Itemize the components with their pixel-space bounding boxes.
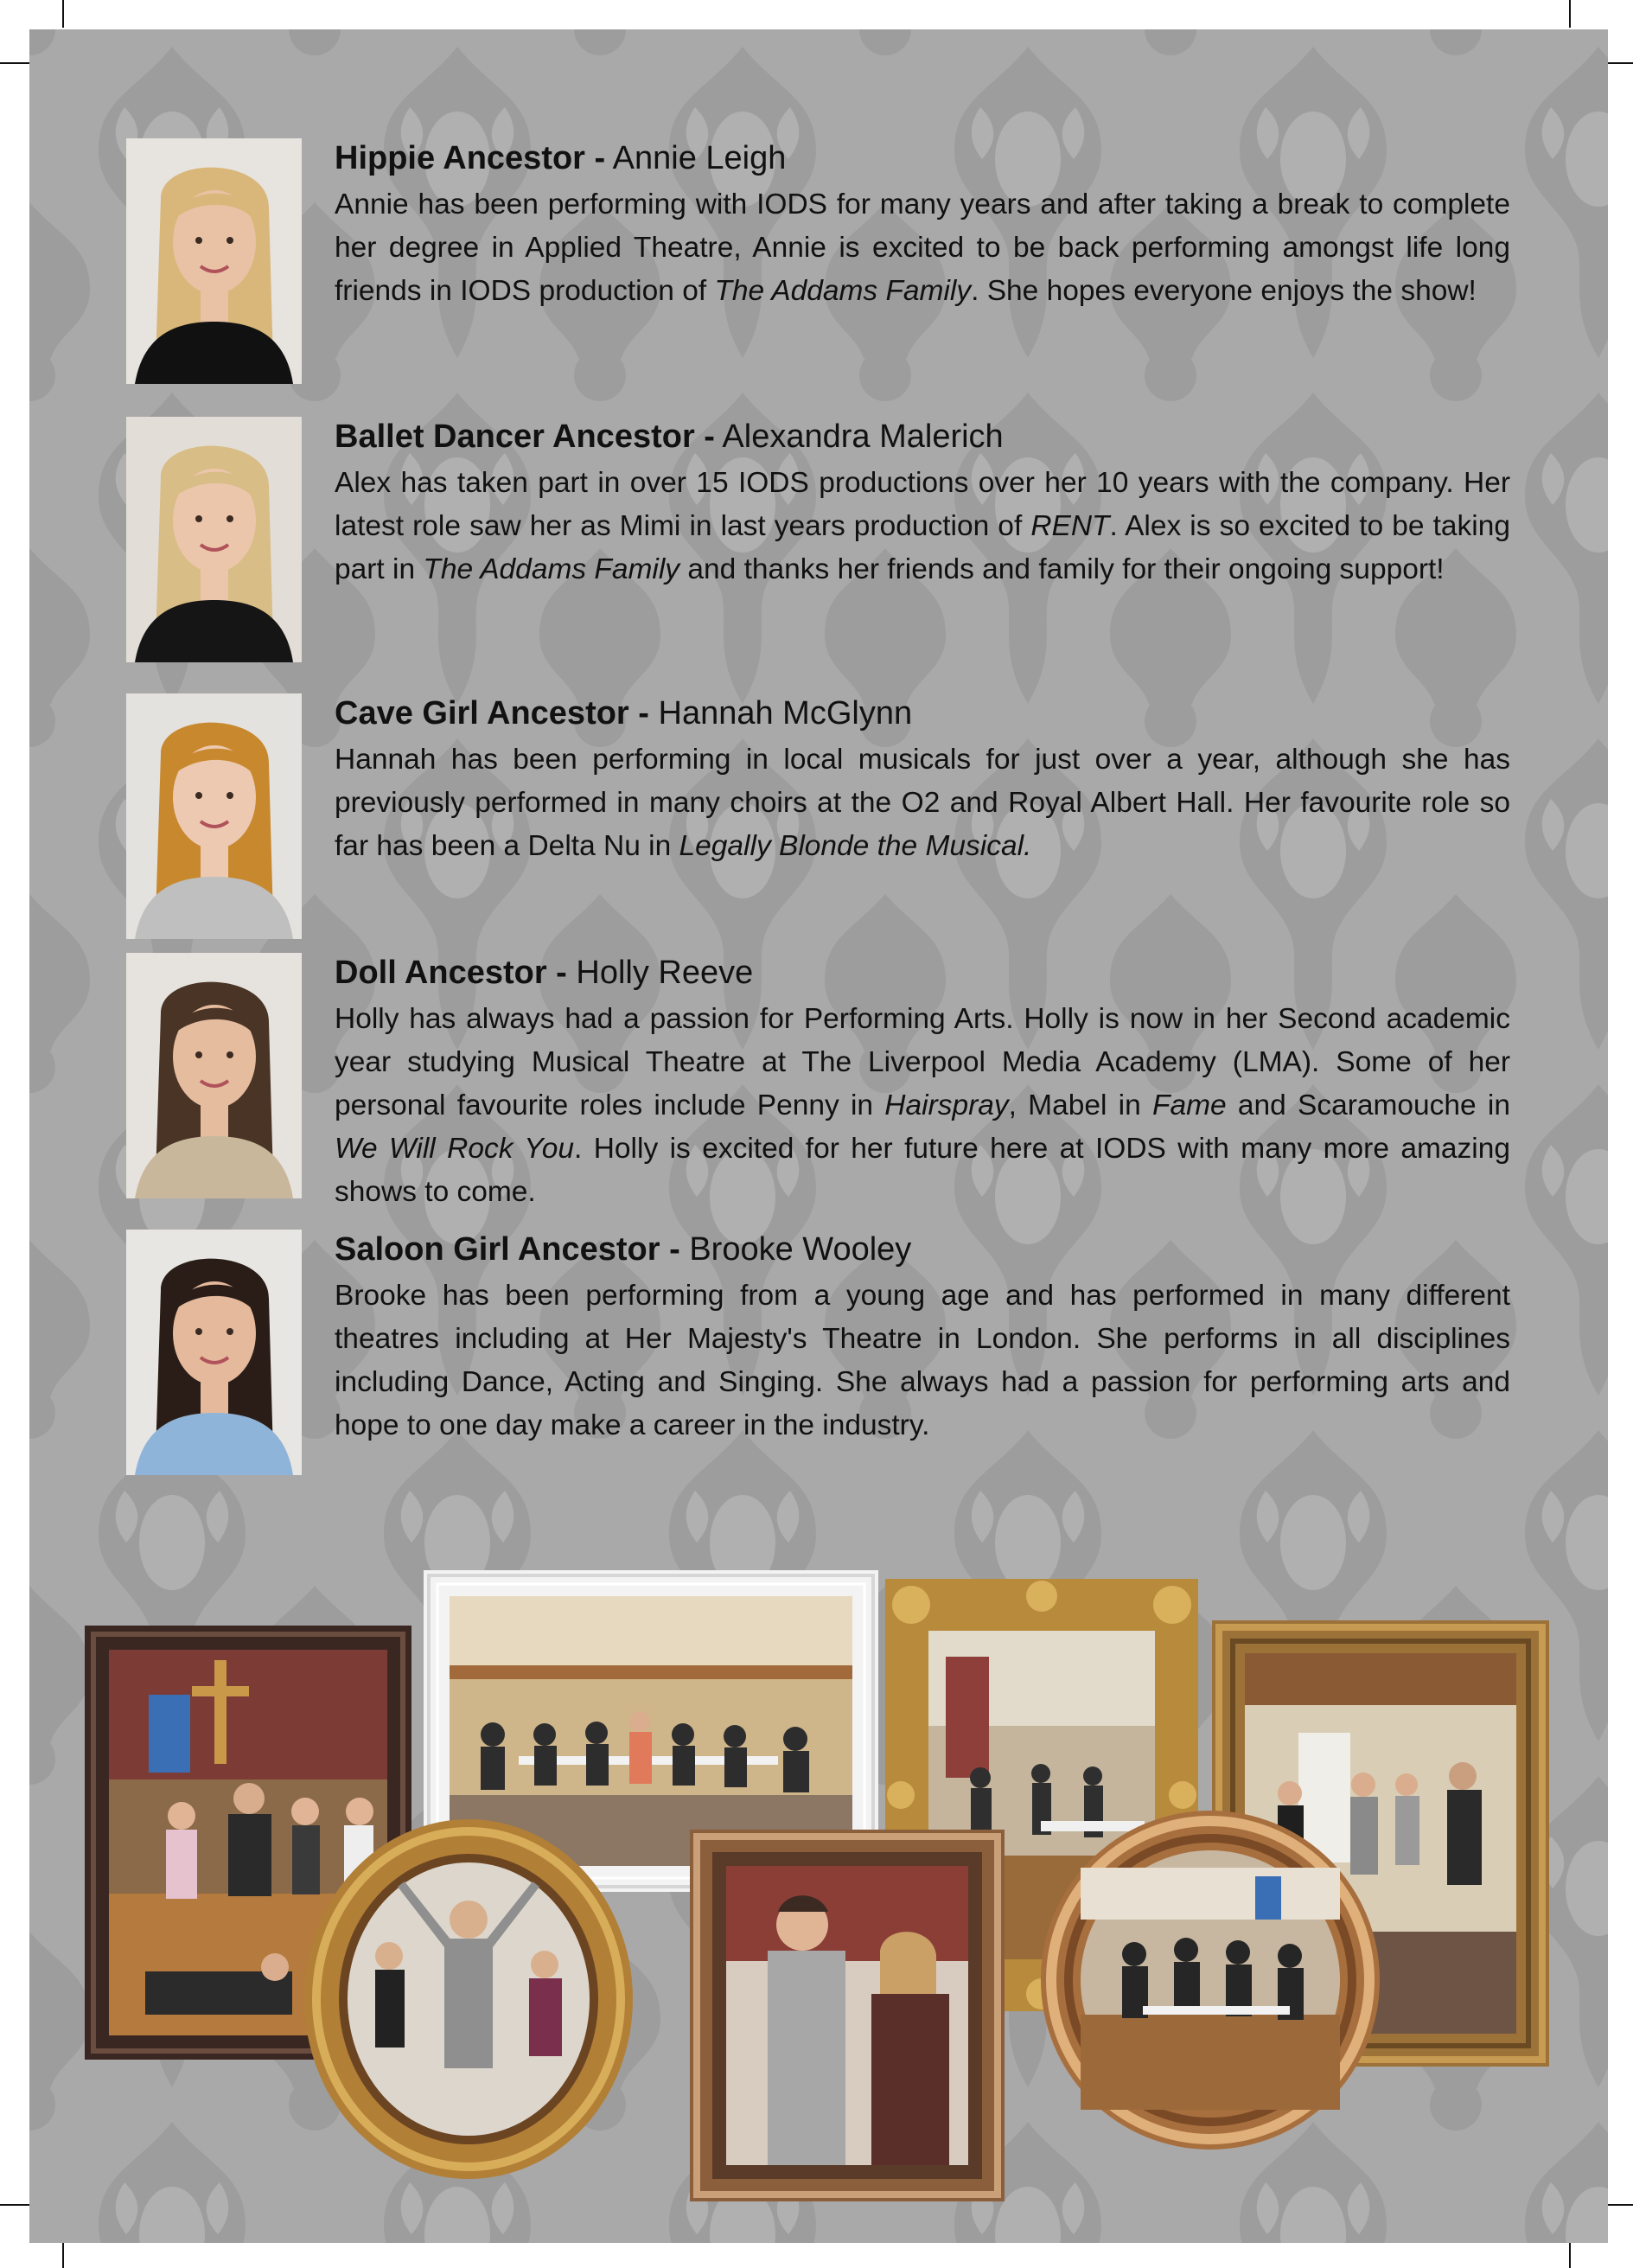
cast-name: Annie Leigh bbox=[612, 140, 787, 176]
crop-mark bbox=[0, 62, 29, 64]
cast-role: Ballet Dancer Ancestor - bbox=[335, 418, 715, 455]
cast-name: Hannah McGlynn bbox=[658, 695, 913, 732]
bio-segment: Holly has always had a passion for Performing Arts. Holly is now in her Second academic year studying Musical Theatre at The Liverpool Media Academy (LMA). Some of her personal favourite roles include Penny in bbox=[335, 1003, 1510, 1121]
cast-role: Doll Ancestor - bbox=[335, 955, 567, 991]
bio-segment: Hannah has been performing in local musicals for just over a year, although she has previously performed in many choirs at the O2 and Royal Albert Hall. Her favourite role so far has been a Delta Nu in bbox=[335, 744, 1510, 862]
photo-frame-bronze bbox=[690, 1830, 1005, 2201]
cast-heading bbox=[335, 953, 1510, 993]
cast-name: Holly Reeve bbox=[576, 955, 754, 991]
show-title: The Addams Family bbox=[423, 553, 680, 585]
crop-mark bbox=[62, 0, 64, 28]
bio-segment: . Alex is so excited to be taking part in bbox=[335, 510, 1510, 585]
cast-heading bbox=[335, 138, 1510, 178]
cast-portrait bbox=[126, 693, 302, 939]
crop-mark bbox=[1604, 2204, 1633, 2206]
cast-bio-text bbox=[335, 462, 1510, 591]
cast-bio-text bbox=[335, 1275, 1510, 1447]
cast-portrait bbox=[126, 953, 302, 1198]
cast-portrait bbox=[126, 417, 302, 662]
bio-segment: and thanks her friends and family for their ongoing support! bbox=[679, 553, 1445, 585]
cast-heading bbox=[335, 1230, 1510, 1269]
photo-frame-copper-round bbox=[1039, 1807, 1381, 2153]
cast-portrait bbox=[126, 1230, 302, 1475]
cast-heading bbox=[335, 693, 1510, 733]
photo-frame-gold-oval bbox=[303, 1818, 635, 2181]
crop-mark bbox=[0, 2204, 29, 2206]
show-title: We Will Rock You bbox=[335, 1133, 575, 1165]
crop-mark bbox=[1569, 0, 1571, 28]
bio-segment: and Scaramouche in bbox=[1226, 1089, 1511, 1121]
bio-segment: Alex has taken part in over 15 IODS productions over her 10 years with the company. Her latest role saw her as Mimi in last years production of bbox=[335, 467, 1510, 542]
bio-segment: Brooke has been performing from a young age and has performed in many different theatres including at Her Majesty's Theatre in London. She performs in all disciplines including Dance, Acting and Singing. She always had a passion for performing arts and hope to one day make a career in the industry. bbox=[335, 1280, 1510, 1441]
cast-heading bbox=[335, 417, 1510, 457]
cast-bio-text bbox=[335, 738, 1510, 868]
show-title: The Addams Family bbox=[714, 275, 972, 307]
show-title: Fame bbox=[1151, 1089, 1227, 1121]
cast-role: Hippie Ancestor - bbox=[335, 140, 606, 176]
cast-role: Cave Girl Ancestor - bbox=[335, 695, 649, 732]
cast-name: Brooke Wooley bbox=[689, 1231, 912, 1268]
bio-segment: . She hopes everyone enjoys the show! bbox=[971, 275, 1477, 307]
bio-segment: Annie has been performing with IODS for many years and after taking a break to complete her degree in Applied Theatre, Annie is excited to be back performing amongst life long friends in IODS production of bbox=[335, 188, 1510, 307]
cast-bio-text bbox=[335, 183, 1510, 313]
show-title: Legally Blonde the Musical. bbox=[679, 830, 1032, 862]
programme-page bbox=[29, 29, 1608, 2243]
show-title: Hairspray bbox=[884, 1089, 1009, 1121]
crop-mark bbox=[1569, 2240, 1571, 2268]
cast-bio-text bbox=[335, 998, 1510, 1214]
crop-mark bbox=[62, 2240, 64, 2268]
bio-segment: , Mabel in bbox=[1008, 1089, 1152, 1121]
cast-name: Alexandra Malerich bbox=[722, 418, 1004, 455]
bio-segment: . Holly is excited for her future here at IODS with many more amazing shows to come. bbox=[335, 1133, 1510, 1208]
crop-mark bbox=[1604, 62, 1633, 64]
show-title: RENT bbox=[1030, 510, 1110, 542]
cast-role: Saloon Girl Ancestor - bbox=[335, 1231, 680, 1268]
cast-portrait bbox=[126, 138, 302, 384]
